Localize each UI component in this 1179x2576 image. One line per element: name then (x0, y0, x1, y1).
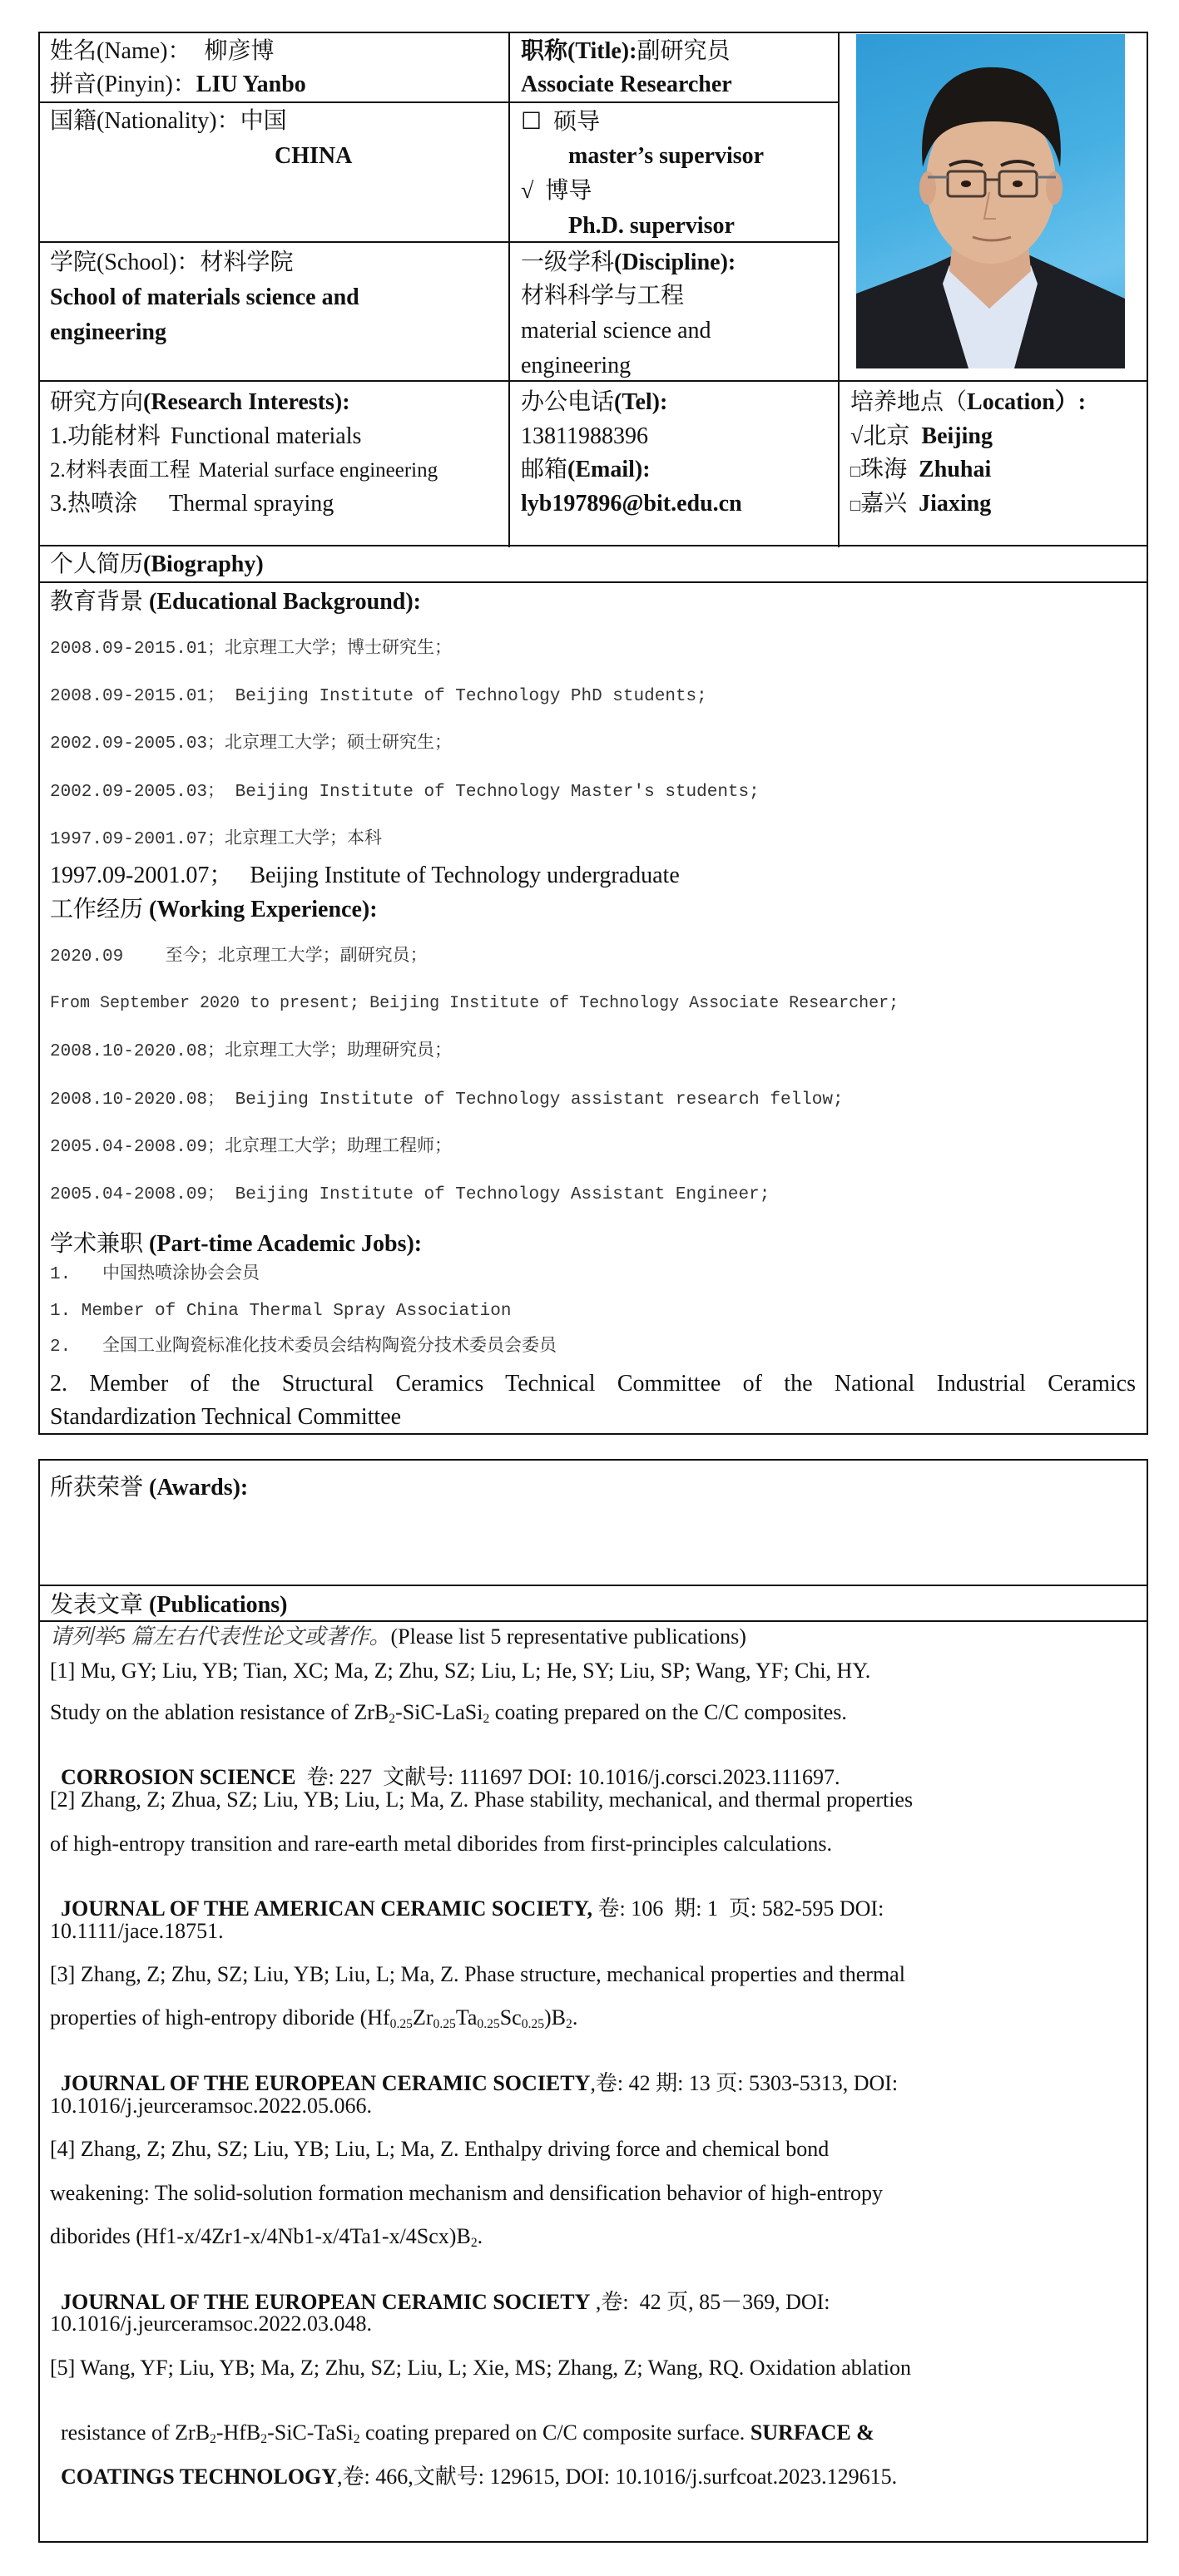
row-divider (38, 101, 840, 103)
biography-heading-cn: 个人简历 (50, 551, 144, 577)
work-entry: 2008.10-2020.08； Beijing Institute of Technology assistant research fellow; (50, 1090, 844, 1110)
publication-4-line: weakening: The solid-solution formation mechanism and densification behavior of high-entropy (50, 2181, 883, 2205)
publication-4-source (50, 2270, 830, 2313)
education-entry: 2002.09-2005.03； Beijing Institute of Technology Master's students; (50, 783, 760, 802)
title-value-cn: 副研究员 (637, 38, 731, 64)
publication-4-line: diborides $(Hf1-x/4Zr1-x/4Nb1-x/4Ta1-x/4Scx)B_2$. (50, 2224, 483, 2250)
education-entry: 1997.09-2001.07；北京理工大学；本科 (50, 830, 383, 849)
publications-heading-cn: 发表文章 (50, 1592, 144, 1618)
publications-intro (50, 1626, 746, 1648)
education-entry: 2008.09-2015.01； Beijing Institute of Technology PhD students; (50, 687, 707, 706)
tel-label-cn: 办公电话 (521, 389, 615, 415)
research-item (50, 460, 438, 481)
row-divider (38, 380, 1148, 382)
title-part: coating prepared on C/C composite surface. (359, 2420, 750, 2445)
location-item-beijing (850, 425, 993, 448)
nationality-en: CHINA (275, 143, 353, 169)
title-part: Study on the ablation resistance of ZrB (50, 1700, 389, 1724)
location-label-cn: 培养地点（ (850, 389, 968, 415)
research-item-en: Functional materials (171, 423, 362, 449)
school-en-1: School of materials science and (50, 284, 359, 310)
row-divider (38, 581, 1148, 583)
title-part: -SiC-LaSi (395, 1700, 483, 1724)
journal-details: 卷: 227 文献号: 111697 DOI: 10.1016/j.corsci.2023.111697. (295, 1765, 840, 1789)
email-label-cn: 邮箱 (521, 457, 568, 482)
parttime-heading (50, 1233, 422, 1256)
publication-3-doi: 10.1016/j.jeurceramsoc.2022.05.066. (50, 2094, 373, 2118)
subscript: 0.25 (389, 2016, 413, 2031)
research-item-cn: 1.功能材料 (50, 423, 161, 449)
publications-heading-en: (Publications) (149, 1592, 288, 1618)
work-heading-en: (Working Experience): (149, 897, 378, 922)
discipline-field (521, 251, 736, 274)
education-entry: 2008.09-2015.01；北京理工大学；博士研究生； (50, 640, 453, 659)
biography-heading (50, 553, 264, 576)
publication-5-line: resistance of ZrB$_2$-HfB$_2$-SiC-TaSi$_2$ coating prepared on C/C composite surface. SURFACE & (61, 2420, 874, 2446)
awards-heading-en: (Awards): (149, 1475, 249, 1501)
publication-2-line: of high-entropy transition and rare-earth metal diborides from first-principles calculations. (50, 1832, 833, 1856)
publication-2-line: [2] Zhang, Z; Zhua, SZ; Liu, YB; Liu, L; Ma, Z. Phase stability, mechanical, and thermal properties (50, 1787, 914, 1812)
work-entry: 2005.04-2008.09；北京理工大学；助理工程师； (50, 1138, 453, 1157)
research-item-cn: 3.热喷涂 (50, 491, 138, 517)
phd-en: Ph.D. supervisor (568, 213, 735, 239)
publication-2-doi: 10.1111/jace.18751. (50, 1919, 224, 1943)
tel-value: 13811988396 (521, 423, 648, 449)
pinyin-label: 拼音(Pinyin)： (50, 72, 196, 97)
column-divider (508, 32, 510, 547)
research-heading (50, 391, 350, 414)
checkbox-unchecked-icon: □ (850, 462, 861, 481)
master-en: master’s supervisor (568, 143, 765, 169)
email-label-en: (Email): (567, 457, 651, 482)
research-item (50, 492, 334, 516)
nationality-field (50, 110, 287, 133)
journal-name: JOURNAL OF THE AMERICAN CERAMIC SOCIETY, (61, 1896, 593, 1921)
title-label: 职称(Title): (521, 38, 637, 64)
row-divider (38, 1585, 1148, 1586)
title-part: -SiC-TaSi (267, 2420, 354, 2445)
column-divider (838, 32, 840, 547)
parttime-entry: 2. 全国工业陶瓷标准化技术委员会结构陶瓷分技术委员会委员 (50, 1337, 557, 1357)
education-heading-cn: 教育背景 (50, 589, 144, 615)
publication-1-source (50, 1745, 840, 1788)
publications-heading (50, 1594, 287, 1617)
email-heading (521, 458, 651, 482)
row-divider (38, 1620, 1148, 1622)
location-label-end: ）: (1054, 389, 1087, 415)
research-item-en: Thermal spraying (169, 491, 334, 517)
parttime-heading-en: (Part-time Academic Jobs): (149, 1231, 423, 1257)
discipline-en-1: material science and (521, 318, 711, 344)
title-part: resistance of ZrB (61, 2420, 211, 2445)
discipline-cn: 材料科学与工程 (521, 283, 685, 309)
biography-heading-en: (Biography) (143, 551, 264, 577)
subscript: 0.25 (433, 2016, 456, 2031)
check-icon: √ (850, 423, 864, 449)
publication-3-line: properties of high-entropy diboride $(Hf_{0.25}Zr_{0.25}Ta_{0.25}Sc_{0.25})B_2$. (50, 2005, 578, 2031)
supervisor-master-row (521, 107, 601, 135)
row-divider (38, 545, 1148, 546)
discipline-label-en: (Discipline): (614, 250, 736, 275)
publication-5-source (50, 2445, 897, 2488)
checkbox-unchecked-icon: ☐ (521, 107, 542, 135)
research-label-cn: 研究方向 (50, 389, 144, 415)
email-value[interactable]: lyb197896@bit.edu.cn (521, 491, 742, 517)
school-cn: 材料学院 (200, 250, 294, 275)
awards-heading (50, 1476, 248, 1500)
parttime-entry: Standardization Technical Committee (50, 1404, 402, 1430)
check-icon: √ (521, 178, 534, 204)
journal-name: COATINGS TECHNOLOGY (61, 2465, 338, 2489)
row-divider (38, 241, 840, 243)
research-item-cn: 2.材料表面工程 (50, 459, 191, 482)
publication-3-line: [3] Zhang, Z; Zhu, SZ; Liu, YB; Liu, L; Ma, Z. Phase structure, mechanical properties and thermal (50, 1962, 905, 1986)
title-part: coating prepared on the C/C composites. (489, 1700, 847, 1724)
discipline-label-cn: 一级学科 (521, 250, 615, 275)
pinyin-field (50, 73, 306, 96)
publication-5-line: [5] Wang, YF; Liu, YB; Ma, Z; Zhu, SZ; Liu, L; Xie, MS; Zhang, Z; Wang, RQ. Oxidation ablation (50, 2356, 911, 2380)
title-part: diborides (Hf1-x/4Zr1-x/4Nb1-x/4Ta1-x/4Scx)B (50, 2224, 471, 2248)
education-entry: 1997.09-2001.07； Beijing Institute of Technology undergraduate (50, 863, 680, 888)
journal-name: CORROSION SCIENCE (61, 1765, 296, 1789)
parttime-entry: 1. 中国热喷涂协会会员 (50, 1265, 260, 1284)
title-value-en: Associate Researcher (521, 72, 732, 97)
journal-name: JOURNAL OF THE EUROPEAN CERAMIC SOCIETY (61, 2290, 591, 2314)
journal-details: ,卷: 466,文献号: 129615, DOI: 10.1016/j.surfcoat.2023.129615. (337, 2465, 898, 2489)
location-cn: 珠海 (860, 457, 908, 482)
publication-1-authors: [1] Mu, GY; Liu, YB; Tian, XC; Ma, Z; Zhu, SZ; Liu, L; He, SY; Liu, SP; Wang, YF; Chi, HY. (50, 1659, 871, 1683)
school-label: 学院(School)： (50, 250, 201, 275)
location-label-en: Location (967, 389, 1055, 415)
nationality-cn: 中国 (240, 108, 287, 134)
publication-4-doi: 10.1016/j.jeurceramsoc.2022.03.048. (50, 2311, 373, 2336)
journal-details: ,卷: 42 页, 85－369, DOI: (590, 2290, 830, 2314)
parttime-entry: 1. Member of China Thermal Spray Association (50, 1302, 512, 1321)
nationality-label: 国籍(Nationality)： (50, 108, 240, 134)
awards-heading-cn: 所获荣誉 (50, 1475, 144, 1501)
parttime-entry: 2. Member of the Structural Ceramics Technical Committee of the National Industrial Ceramics (50, 1371, 1136, 1397)
portrait-image (856, 34, 1125, 368)
publication-4-line: [4] Zhang, Z; Zhu, SZ; Liu, YB; Liu, L; Ma, Z. Enthalpy driving force and chemical bond (50, 2137, 830, 2161)
school-en-2: engineering (50, 319, 166, 345)
education-heading-en: (Educational Background): (149, 589, 422, 615)
work-heading-cn: 工作经历 (50, 897, 144, 922)
location-en: Jiaxing (919, 491, 992, 517)
publications-intro-en: (Please list 5 representative publications) (390, 1624, 746, 1649)
location-cn: 北京 (863, 423, 910, 449)
checkbox-unchecked-icon: □ (850, 497, 861, 515)
subscript: 0.25 (477, 2016, 500, 2031)
location-item-jiaxing (850, 492, 991, 516)
journal-details: ,卷: 42 期: 13 页: 5303-5313, DOI: (590, 2071, 899, 2095)
work-heading (50, 898, 378, 922)
publications-intro-cn: 请列举5 篇左右代表性论文或著作。 (50, 1624, 391, 1649)
portrait-photo (856, 34, 1125, 368)
supervisor-phd-row (521, 180, 592, 203)
subscript: 0.25 (521, 2016, 545, 2031)
pinyin-value: LIU Yanbo (196, 72, 306, 97)
education-heading (50, 591, 421, 614)
location-item-zhuhai (850, 458, 991, 482)
education-entry: 2002.09-2005.03；北京理工大学；硕士研究生； (50, 734, 453, 754)
name-field (50, 40, 275, 63)
title-field (521, 40, 730, 63)
journal-details: 卷: 106 期: 1 页: 582-595 DOI: (592, 1896, 884, 1921)
phd-cn: 博导 (545, 178, 592, 204)
work-entry: 2005.04-2008.09； Beijing Institute of Technology Assistant Engineer; (50, 1185, 770, 1204)
journal-name: JOURNAL OF THE EUROPEAN CERAMIC SOCIETY (61, 2071, 591, 2095)
work-entry: 2008.10-2020.08；北京理工大学；助理研究员； (50, 1042, 453, 1061)
tel-heading (521, 391, 667, 414)
publication-2-source (50, 1876, 884, 1920)
publication-3-source (50, 2051, 898, 2094)
location-en: Zhuhai (919, 457, 992, 482)
journal-name: SURFACE & (750, 2420, 874, 2445)
title-part: -HfB (215, 2420, 261, 2445)
research-item-en: Material surface engineering (198, 459, 438, 482)
research-item (50, 425, 361, 448)
work-entry: 2020.09 至今；北京理工大学；副研究员； (50, 947, 428, 967)
name-value: 柳彦博 (204, 38, 275, 64)
discipline-en-2: engineering (521, 353, 632, 378)
school-field (50, 251, 293, 274)
publication-1-title: Study on the ablation resistance of ZrB$_2$-SiC-LaSi$_2$ coating prepared on the C/C composites. (50, 1700, 847, 1726)
location-en: Beijing (921, 423, 993, 449)
location-cn: 嘉兴 (860, 491, 908, 517)
tel-label-en: (Tel): (614, 389, 668, 415)
master-cn: 硕导 (553, 109, 601, 135)
research-label-en: (Research Interests): (143, 389, 350, 415)
title-part: properties of high-entropy diboride (Hf (50, 2005, 390, 2030)
work-entry: From September 2020 to present; Beijing Institute of Technology Associate Researcher; (50, 994, 899, 1013)
parttime-heading-cn: 学术兼职 (50, 1231, 144, 1257)
location-heading (850, 391, 1086, 414)
name-label: 姓名(Name)： (50, 38, 191, 64)
